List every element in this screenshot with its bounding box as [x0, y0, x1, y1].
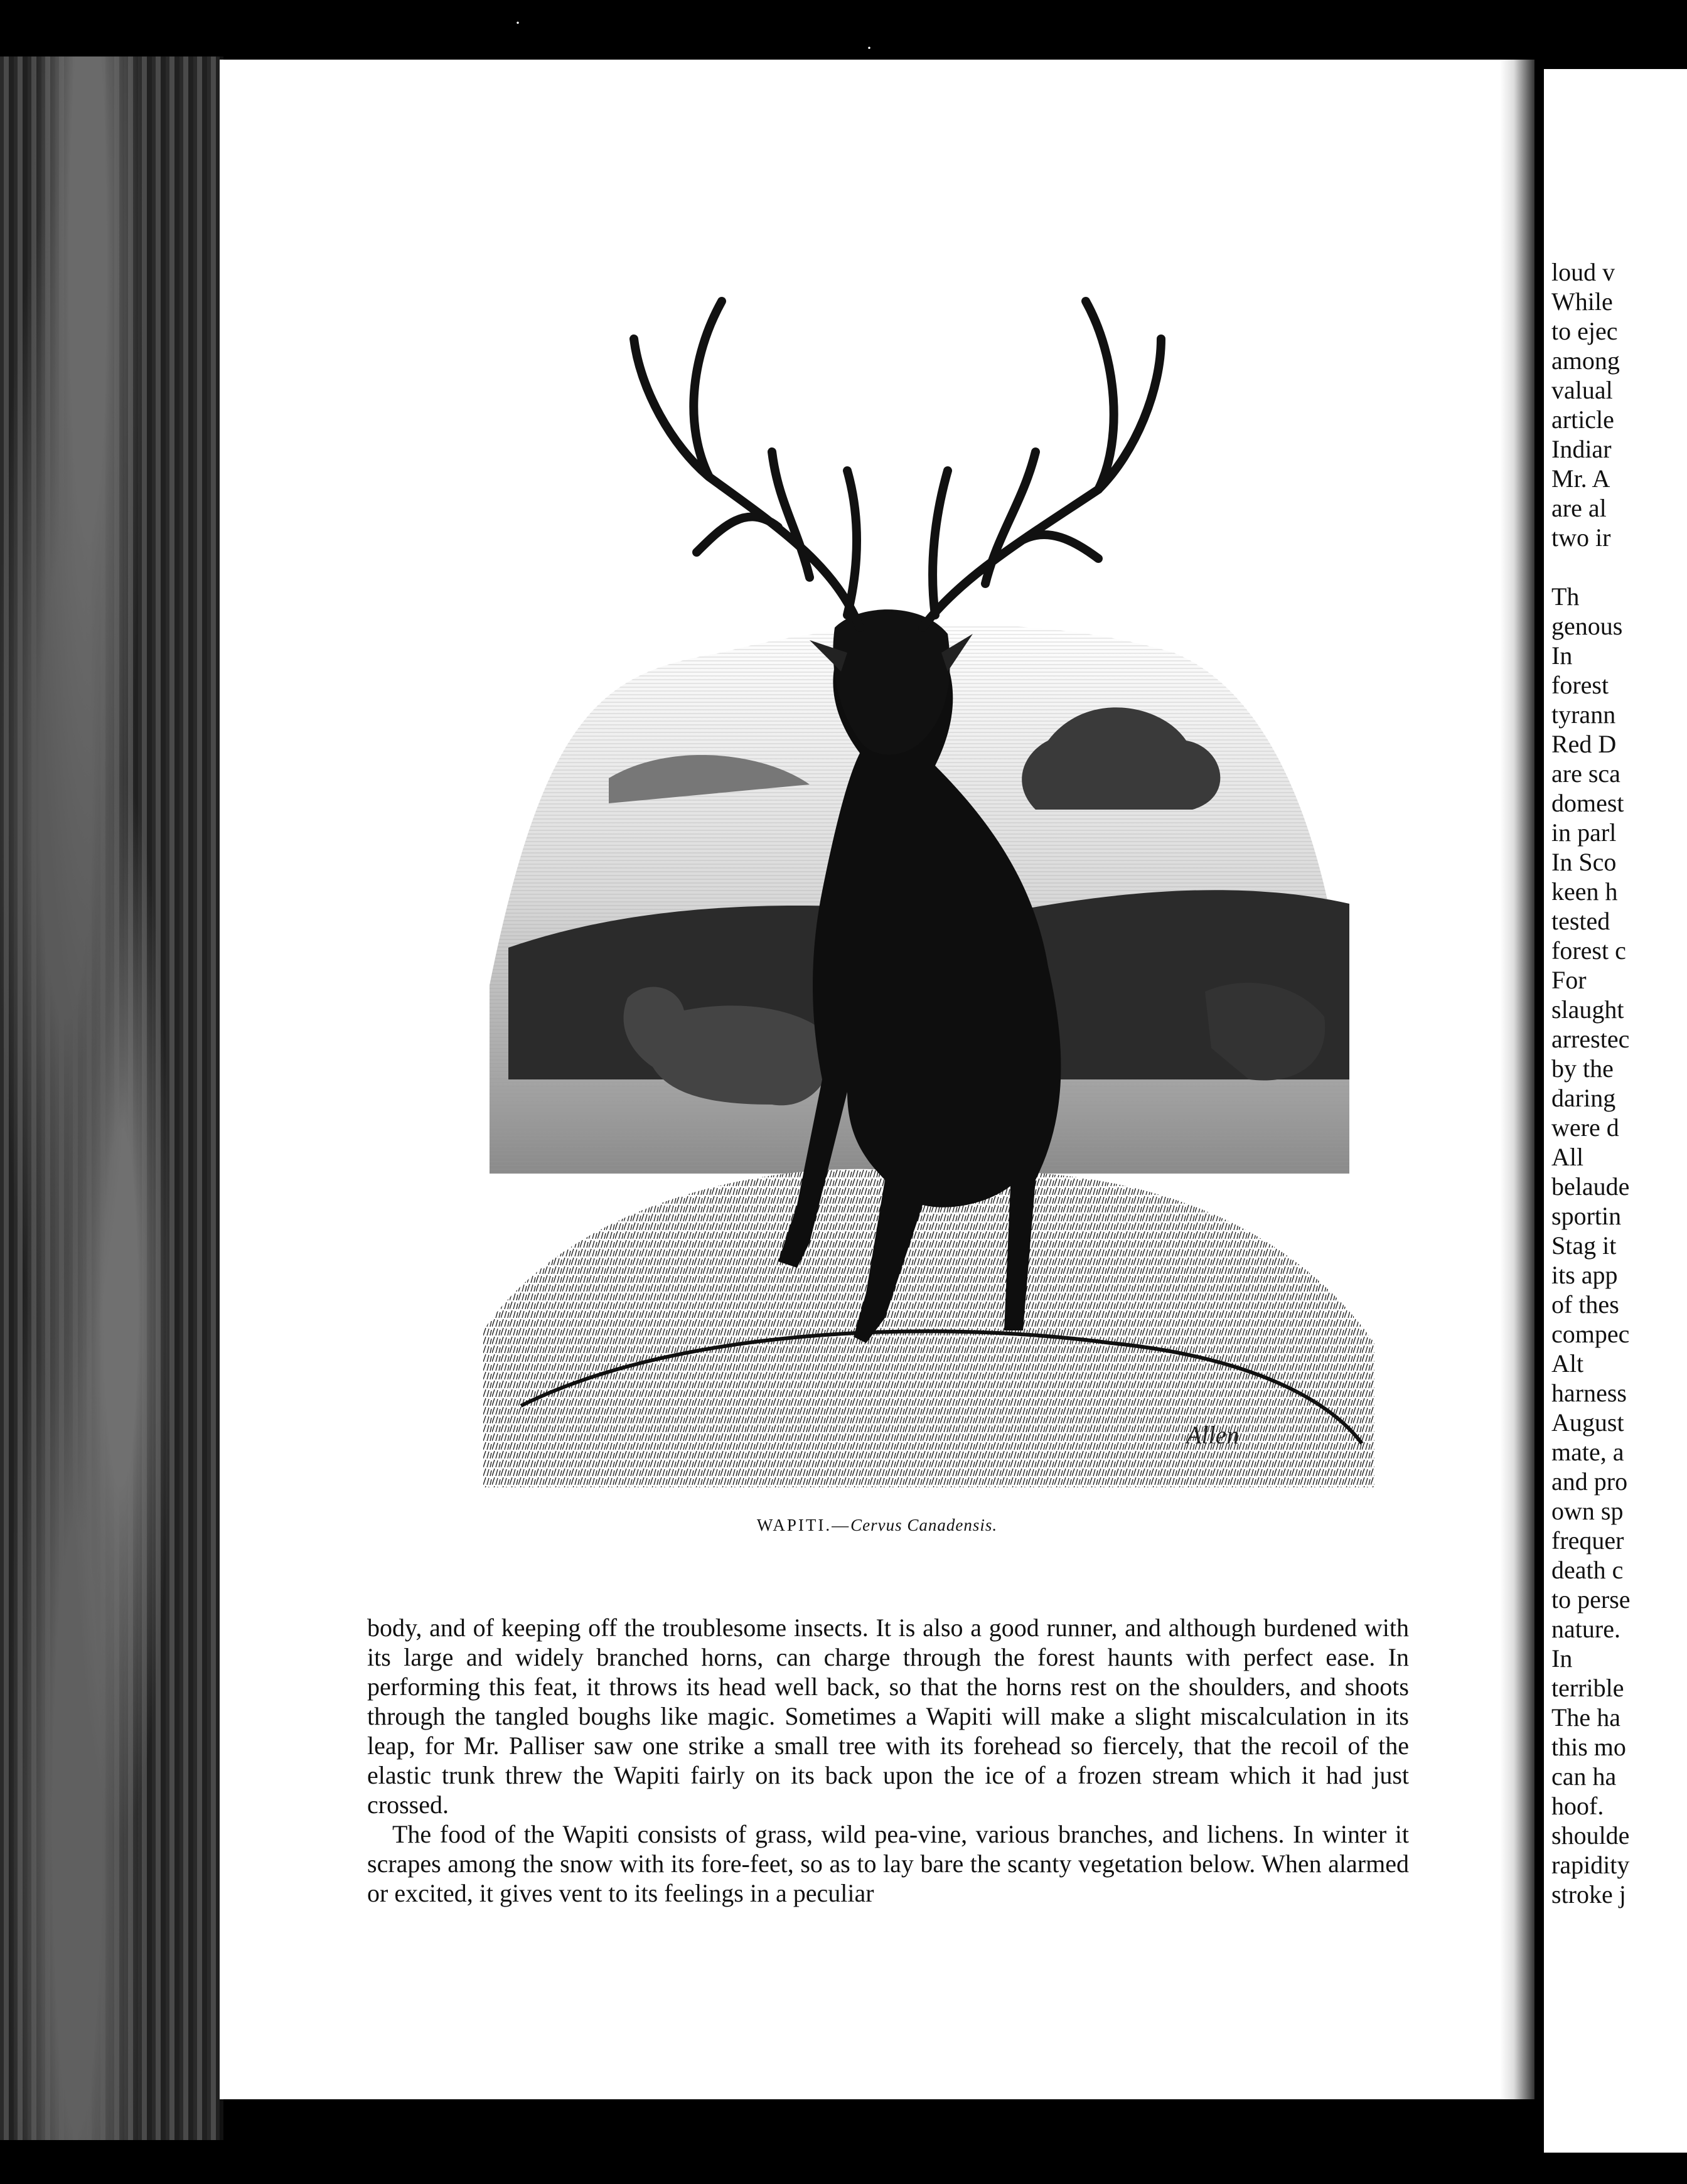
caption-latin-name: Cervus Canadensis. [850, 1516, 998, 1534]
right-page-line [1551, 552, 1687, 582]
right-page [1544, 69, 1687, 2153]
paragraph-1: body, and of keeping off the troublesome insects. It is also a good runner, and although burdened with its large and widely branched horns, can charge through the forest haunts with perfect ease. In performing this feat, it throws its head well back, so that the horns rest on the shoulders, and shoots through the tangled boughs like magic. Sometimes a Wapiti will make a slight miscalculation in its leap, for Mr. Palliser saw one strike a small tree with its forehead so fiercely, that the recoil of the elastic trunk threw the Wapiti fairly on its back upon the ice of a frozen stream which it had just crossed. [367, 1614, 1409, 1819]
right-page-line: shoulde [1551, 1821, 1630, 1849]
right-page-line: by the [1551, 1054, 1614, 1083]
right-page-line: forest c [1551, 936, 1626, 965]
right-page-line: can ha [1551, 1762, 1617, 1791]
right-page-line: and pro [1551, 1467, 1628, 1496]
right-page-line: terrible [1551, 1674, 1624, 1702]
right-page-line: Th [1551, 582, 1580, 611]
right-page-line: Indiar [1551, 435, 1612, 463]
page-gutter [1500, 60, 1534, 2099]
right-page-line: hoof. [1551, 1792, 1604, 1820]
right-page-line: of thes [1551, 1290, 1619, 1319]
right-page-line: Alt [1551, 1349, 1584, 1378]
right-page-line: sportin [1551, 1202, 1622, 1230]
right-page-text [1551, 257, 1687, 1909]
right-page-line: genous [1551, 612, 1623, 640]
right-page-line: tyrann [1551, 700, 1616, 729]
caption-name: WAPITI. [756, 1516, 832, 1534]
scan-artifact: · [866, 38, 872, 58]
right-page-line: arrestec [1551, 1025, 1630, 1053]
paragraph-2: The food of the Wapiti consists of grass, wild pea-vine, various branches, and lichens. In winter it scrapes among the snow with its fore-feet, so as to lay bare the scanty vegetation below. When alarmed or excited, it gives vent to its feelings in a peculiar [367, 1820, 1409, 1907]
figure-caption [220, 1516, 1534, 1535]
right-page-line: its app [1551, 1261, 1618, 1289]
right-page-line: are sca [1551, 759, 1620, 788]
right-page-line: frequer [1551, 1526, 1624, 1555]
caption-dash: — [832, 1516, 851, 1534]
right-page-line: August [1551, 1408, 1624, 1437]
right-page-line: nature. [1551, 1615, 1620, 1643]
right-page-line: Mr. A [1551, 464, 1610, 493]
right-page-line: All [1551, 1143, 1584, 1171]
right-page-line: While [1551, 287, 1613, 316]
right-page-line: valual [1551, 376, 1613, 404]
right-page-line: In [1551, 1644, 1573, 1673]
right-page-line: compec [1551, 1320, 1630, 1348]
right-page-line: among [1551, 346, 1620, 375]
right-page-line: stroke j [1551, 1880, 1626, 1908]
right-page-line: article [1551, 405, 1614, 434]
right-page-line: In [1551, 641, 1573, 670]
scan-artifact: · [515, 13, 521, 33]
right-page-line: rapidity [1551, 1851, 1630, 1879]
body-text [367, 1613, 1409, 1908]
right-page-line: forest [1551, 671, 1609, 699]
right-page-line: daring [1551, 1084, 1616, 1112]
right-page-line: Stag it [1551, 1231, 1617, 1260]
right-page-line: In Sco [1551, 848, 1617, 876]
right-page-line: in parl [1551, 818, 1617, 847]
right-page-line: to ejec [1551, 317, 1618, 345]
right-page-line: own sp [1551, 1497, 1624, 1525]
right-page-line: mate, a [1551, 1438, 1624, 1466]
right-page-line: keen h [1551, 877, 1618, 906]
right-page-line: death c [1551, 1556, 1624, 1584]
right-page-line: domest [1551, 789, 1624, 817]
right-page-line: were d [1551, 1113, 1619, 1142]
right-page-line: belaude [1551, 1172, 1630, 1201]
right-page-line: slaught [1551, 995, 1624, 1024]
right-page-line: this mo [1551, 1733, 1626, 1761]
right-page-line: loud v [1551, 258, 1615, 286]
right-page-line: two ir [1551, 523, 1611, 552]
right-page-line: to perse [1551, 1585, 1631, 1614]
right-page-line: The ha [1551, 1703, 1620, 1732]
wapiti-engraving-image [483, 264, 1374, 1487]
wapiti-illustration [483, 264, 1374, 1487]
right-page-line: tested [1551, 907, 1610, 935]
book-cover-edge [0, 56, 223, 2140]
right-page-line: Red D [1551, 730, 1617, 758]
right-page-line: harness [1551, 1379, 1627, 1407]
right-page-line: are al [1551, 494, 1607, 522]
right-page-line: For [1551, 966, 1587, 994]
engraver-signature: Allen [1186, 1421, 1240, 1449]
